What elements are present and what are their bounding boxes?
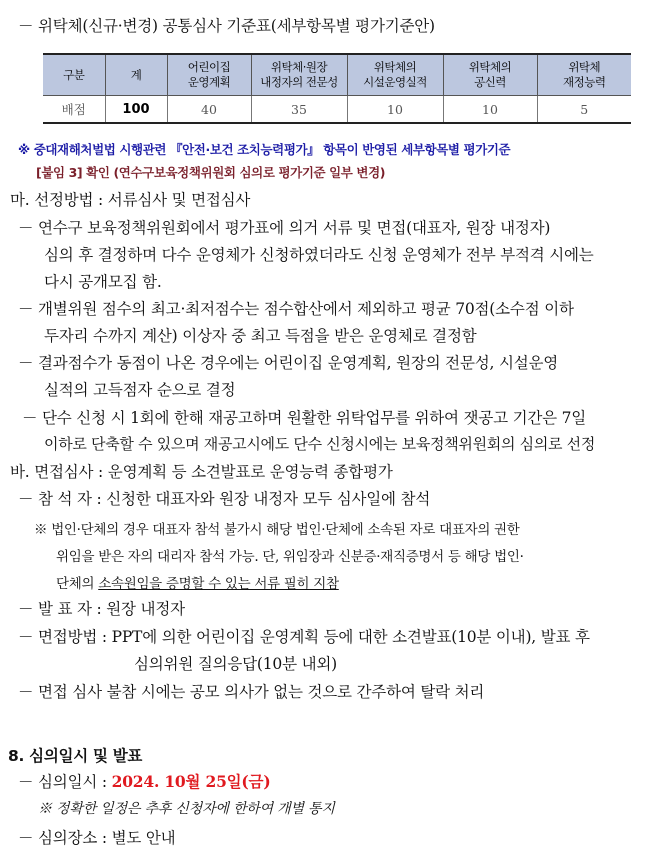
review-date-note: ※ 정확한 일정은 추후 신청자에 한하여 개별 통지: [38, 801, 335, 817]
ma-bullet-1-line-1: － 연수구 보육정책위원회에서 평가표에 의거 서류 및 면접(대표자, 원장 내정자): [18, 219, 551, 237]
ma-bullet-1-line-3: 다시 공개모집 함.: [44, 273, 162, 291]
review-date-line: [18, 770, 270, 792]
presenter-line: － 발 표 자 : 원장 내정자: [18, 600, 185, 618]
table-header-cell: 어린이집 운영계획: [167, 54, 251, 96]
table-header-cell: 위탁체·원장 내정자의 전문성: [251, 54, 347, 96]
table-header-cell: 구분: [43, 54, 105, 96]
attendee-note-line-3-text: 단체의: [56, 576, 99, 592]
ma-bullet-4-line-1: － 단수 신청 시 1회에 한해 재공고하며 원활한 위탁업무를 위하여 잿공고 기간은 7일: [22, 409, 587, 427]
criteria-table: [43, 53, 631, 124]
criteria-table-row: [43, 96, 631, 124]
table-cell-total: 100: [105, 96, 167, 124]
table-cell: 40: [167, 96, 251, 124]
table-cell: 배점: [43, 96, 105, 124]
ma-bullet-3-line-2: 실적의 고득점자 순으로 결정: [44, 381, 236, 399]
ma-bullet-4-line-2: 이하로 단축할 수 있으며 재공고시에도 단수 신청시에는 보육정책위원회의 심의로 선정: [44, 435, 596, 453]
criteria-table-header-row: [43, 54, 631, 96]
review-place-line: － 심의장소 : 별도 안내: [18, 829, 176, 847]
attendee-note-line-1: ※ 법인·단체의 경우 대표자 참석 불가시 해당 법인·단체에 소속된 자로 대표자의 권한: [34, 522, 520, 538]
attendee-line: － 참 석 자 : 신청한 대표자와 원장 내정자 모두 심사일에 참석: [18, 490, 431, 508]
ma-bullet-1-line-2: 심의 후 결정하며 다수 운영체가 신청하였더라도 신청 운영체가 전부 부적격 시에는: [44, 246, 594, 264]
safety-note: ※ 중대재해처벌법 시행관련 『안전·보건 조치능력평가』 항목이 반영된 세부항목별 평가기준: [18, 142, 511, 157]
section-8-title: 8. 심의일시 및 발표: [8, 747, 143, 765]
attachment-note: [붙임 3] 확인 (연수구보육정책위원회 심의로 평가기준 일부 변경): [36, 165, 386, 180]
attendee-note-line-2: 위임을 받은 자의 대리자 참석 가능. 단, 위임장과 신분증·재직증명서 등 해당 법인·: [56, 549, 524, 565]
table-cell: 35: [251, 96, 347, 124]
attendee-note-line-3: [56, 572, 339, 592]
table-header-cell: 위탁체의 공신력: [443, 54, 537, 96]
review-date-label: － 심의일시 :: [18, 773, 112, 791]
ma-bullet-2-line-1: － 개별위원 점수의 최고·최저점수는 점수합산에서 제외하고 평균 70점(소수점 이하: [18, 300, 574, 318]
criteria-heading: － 위탁체(신규·변경) 공통심사 기준표(세부항목별 평가기준안): [18, 17, 435, 35]
required-document-text: 소속원임을 증명할 수 있는 서류 필히 지참: [98, 576, 339, 592]
table-cell: 10: [347, 96, 443, 124]
table-header-cell: 계: [105, 54, 167, 96]
review-date-value: 2024. 10월 25일(금): [111, 772, 271, 791]
table-header-cell: 위탁체의 시설운영실적: [347, 54, 443, 96]
ma-bullet-3-line-1: － 결과점수가 동점이 나온 경우에는 어린이집 운영계획, 원장의 전문성, 시설운영: [18, 354, 559, 372]
table-cell: 10: [443, 96, 537, 124]
ma-bullet-2-line-2: 두자리 수까지 계산) 이상자 중 최고 득점을 받은 운영체로 결정함: [44, 327, 477, 345]
section-ma-title: 마. 선정방법 : 서류심사 및 면접심사: [10, 191, 251, 209]
section-ba-title: 바. 면접심사 : 운영계획 등 소견발표로 운영능력 종합평가: [10, 463, 393, 481]
table-cell: 5: [537, 96, 631, 124]
method-line-2: 심의위원 질의응답(10분 내외): [134, 655, 337, 673]
absent-line: － 면접 심사 불참 시에는 공모 의사가 없는 것으로 간주하여 탈락 처리: [18, 683, 485, 701]
table-header-cell: 위탁체 재정능력: [537, 54, 631, 96]
method-line-1: － 면접방법 : PPT에 의한 어린이집 운영계획 등에 대한 소견발표(10분 이내), 발표 후: [18, 628, 590, 646]
